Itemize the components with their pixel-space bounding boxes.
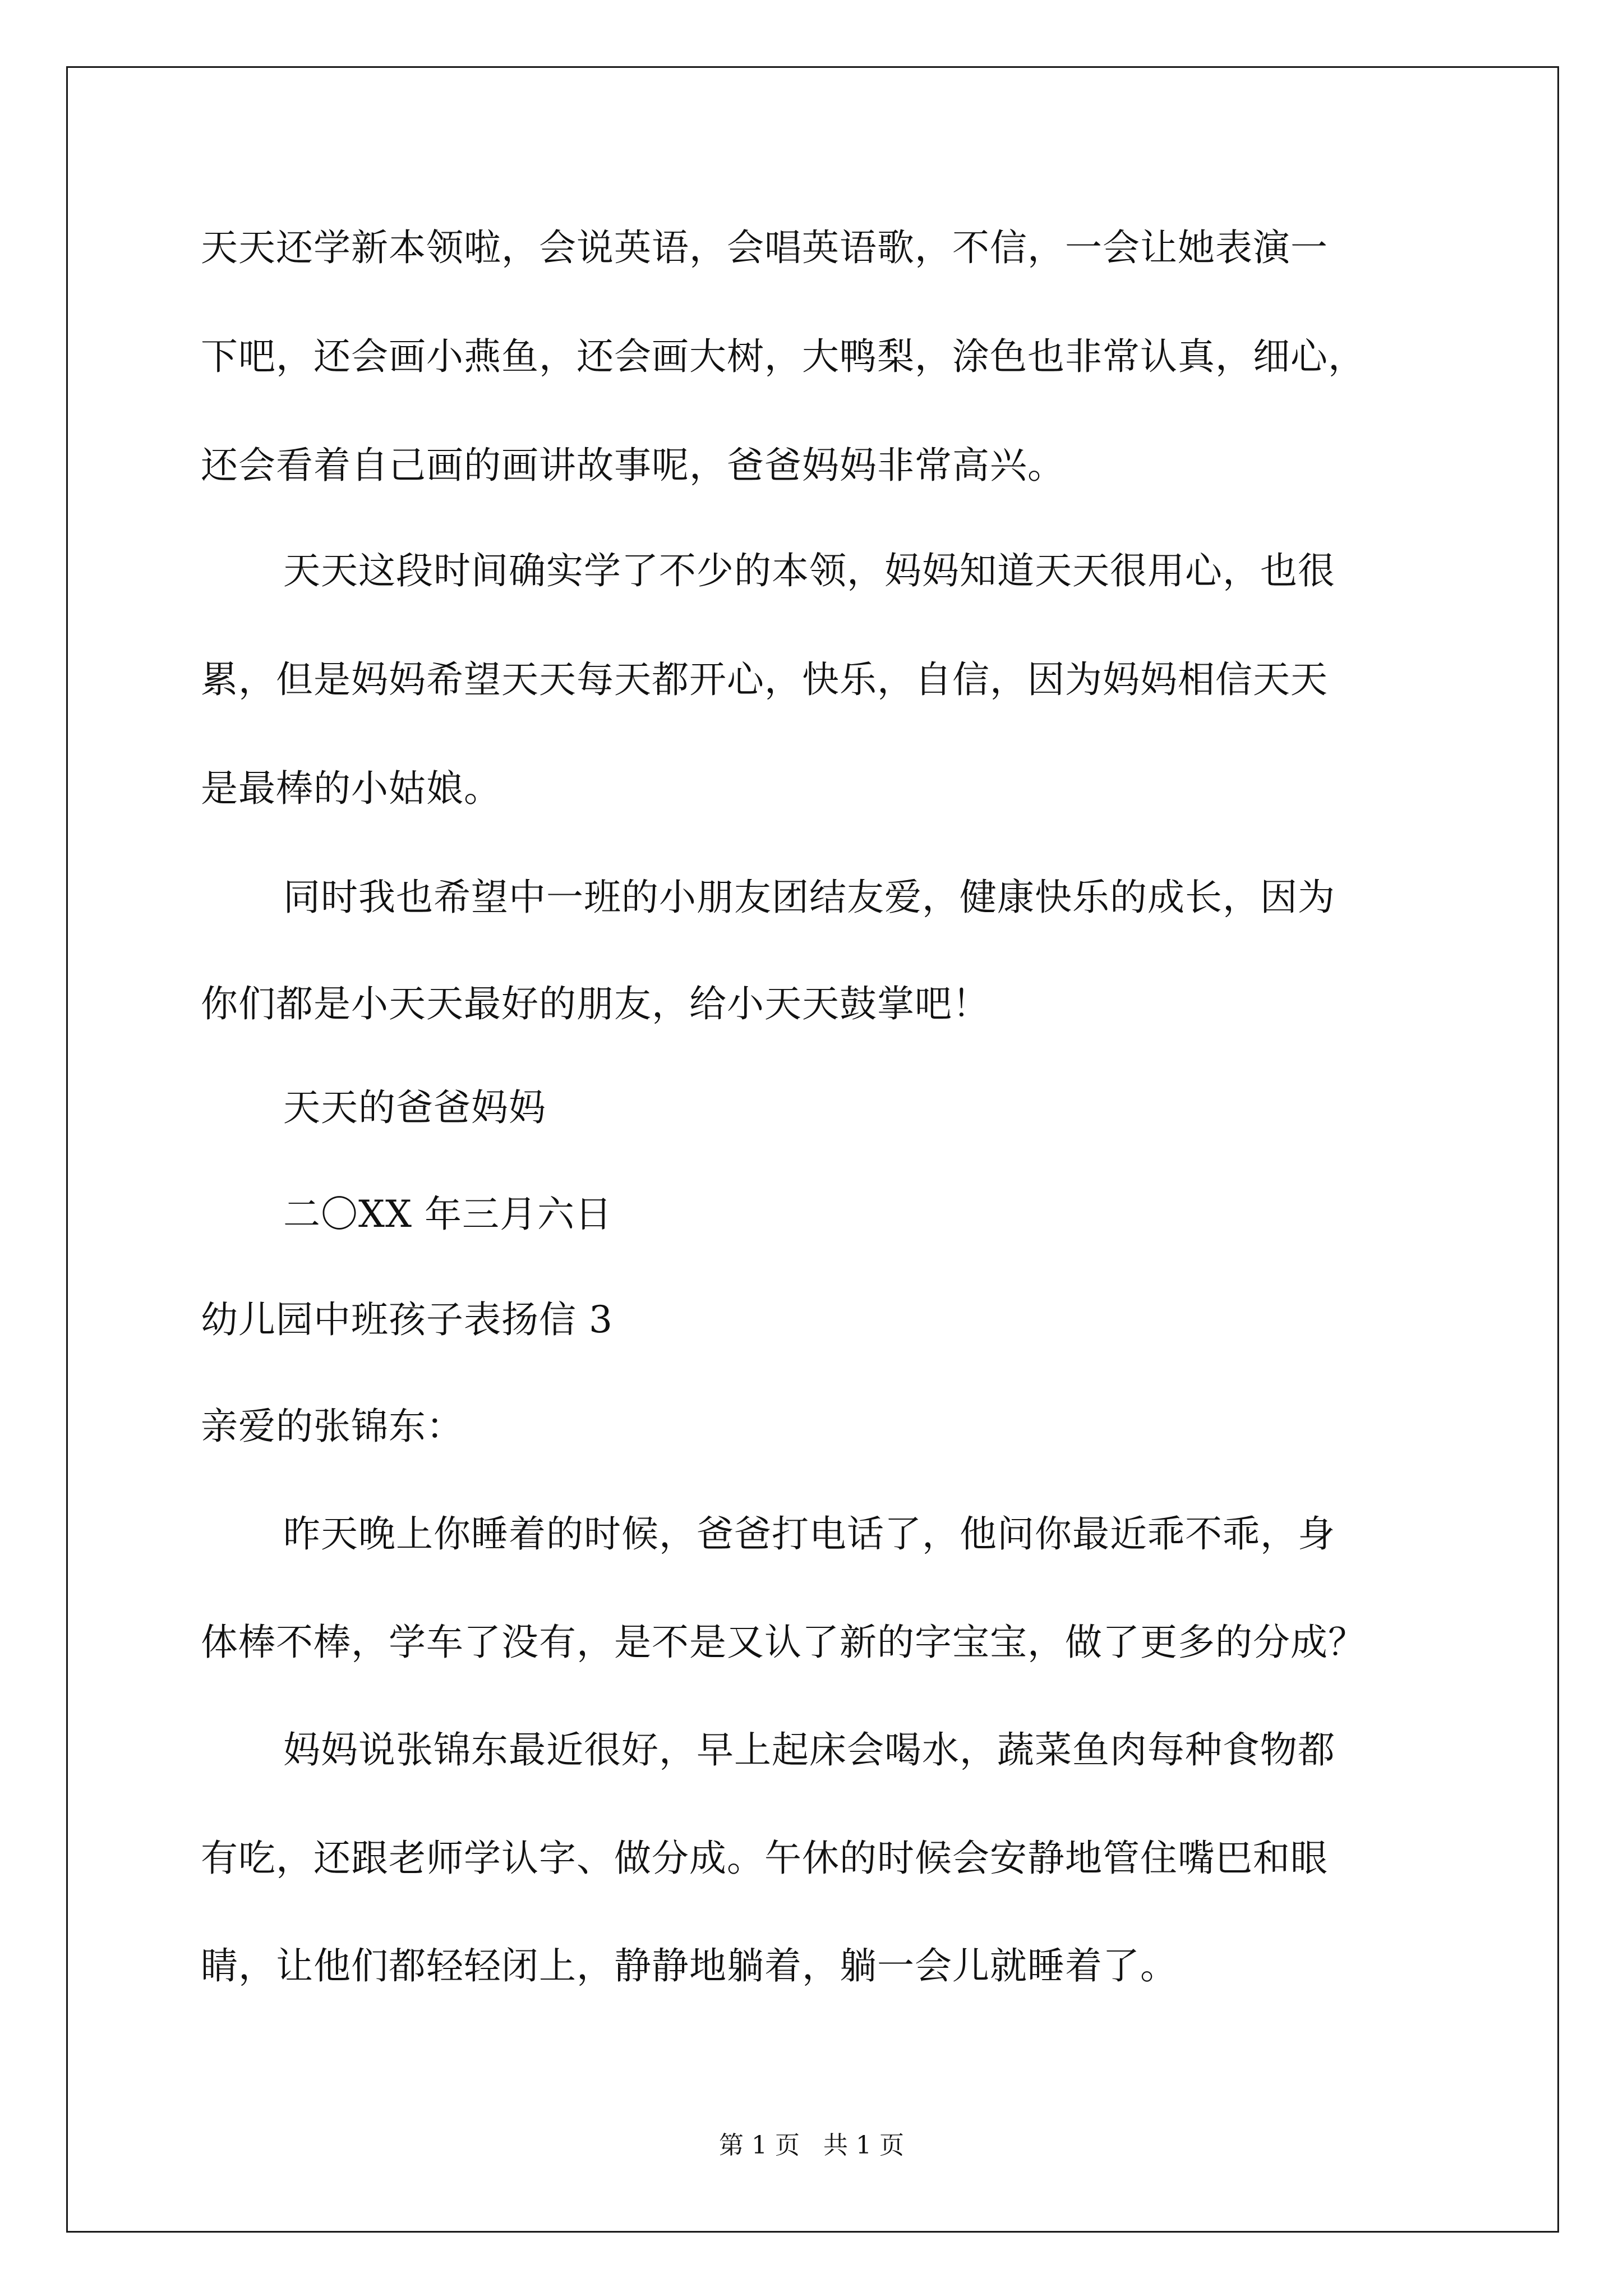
paragraph-line: 妈妈说张锦东最近很好，早上起床会喝水，蔬菜鱼肉每种食物都 xyxy=(283,1728,1335,1772)
body-line: 是最棒的小姑娘。 xyxy=(201,767,501,810)
body-line: 下吧，还会画小燕鱼，还会画大树，大鸭梨，涂色也非常认真，细心， xyxy=(201,335,1366,378)
signature-line: 天天的爸爸妈妈 xyxy=(283,1086,546,1129)
page-number: 第 1 页 xyxy=(719,2131,800,2160)
paragraph-line: 同时我也希望中一班的小朋友团结友爱，健康快乐的成长，因为 xyxy=(283,876,1335,919)
section-title: 幼儿园中班孩子表扬信 3 xyxy=(201,1298,613,1341)
body-line: 天天还学新本领啦，会说英语，会唱英语歌，不信，一会让她表演一 xyxy=(201,226,1328,269)
paragraph-line: 昨天晚上你睡着的时候，爸爸打电话了，他问你最近乖不乖，身 xyxy=(283,1512,1335,1556)
body-line: 你们都是小天天最好的朋友，给小天天鼓掌吧！ xyxy=(201,982,990,1025)
body-line: 睛，让他们都轻轻闭上，静静地躺着，躺一会儿就睡着了。 xyxy=(201,1944,1178,1987)
salutation-line: 亲爱的张锦东： xyxy=(201,1405,464,1448)
page-border xyxy=(66,66,1559,2233)
paragraph-line: 天天这段时间确实学了不少的本领，妈妈知道天天很用心，也很 xyxy=(283,549,1335,592)
body-line: 体棒不棒，学车了没有，是不是又认了新的字宝宝，做了更多的分成？ xyxy=(201,1621,1366,1664)
body-line: 累，但是妈妈希望天天每天都开心，快乐，自信，因为妈妈相信天天 xyxy=(201,658,1328,701)
body-line: 有吃，还跟老师学认字、做分成。午休的时候会安静地管住嘴巴和眼 xyxy=(201,1837,1328,1880)
date-line: 二〇XX 年三月六日 xyxy=(283,1193,612,1236)
page-footer xyxy=(0,2129,1623,2162)
body-line: 还会看着自己画的画讲故事呢，爸爸妈妈非常高兴。 xyxy=(201,444,1065,487)
page-total: 共 1 页 xyxy=(823,2131,904,2160)
